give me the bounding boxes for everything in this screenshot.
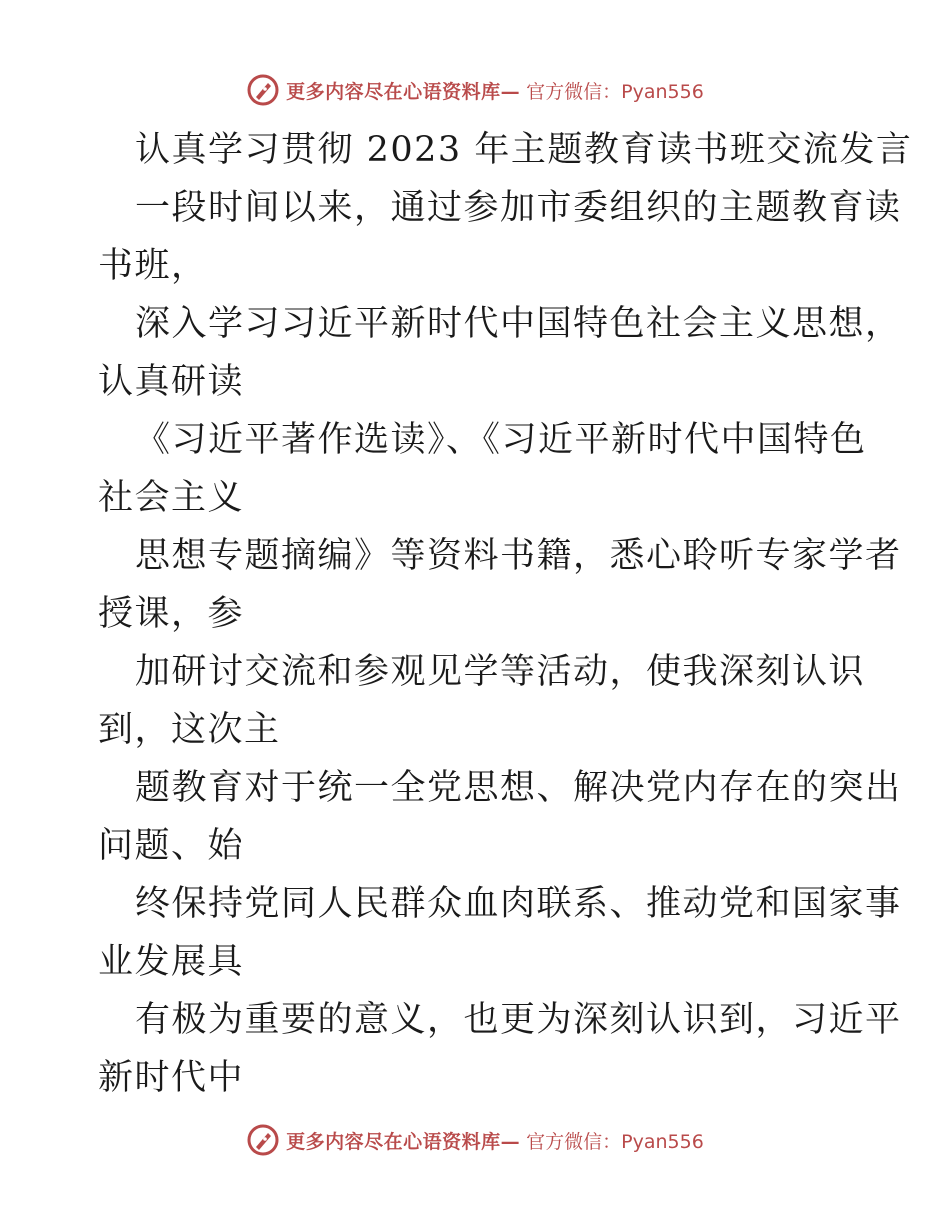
footer-watermark-wechat: 官方微信：Pyan556 xyxy=(526,1130,704,1153)
paragraph-line: 社会主义 xyxy=(98,478,245,518)
paragraph-line: 业发展具 xyxy=(98,942,245,982)
paragraph-line: 新时代中 xyxy=(98,1058,245,1098)
paragraph-line: 思想专题摘编》等资料书籍，悉心聆听专家学者 xyxy=(135,536,902,576)
paragraph-line: 到，这次主 xyxy=(98,710,281,750)
header-watermark-wechat: 官方微信：Pyan556 xyxy=(526,80,704,103)
paragraph-line: 深入学习习近平新时代中国特色社会主义思想， xyxy=(135,304,902,344)
document-title: 认真学习贯彻 2023 年主题教育读书班交流发言 xyxy=(135,130,913,170)
paragraph-line: 一段时间以来，通过参加市委组织的主题教育读 xyxy=(135,188,902,228)
paragraph-line: 认真研读 xyxy=(98,362,245,402)
paragraph-line: 加研讨交流和参观见学等活动，使我深刻认识 xyxy=(135,652,866,692)
paragraph-line: 《习近平著作选读》、《习近平新时代中国特色 xyxy=(135,420,867,460)
footer-watermark-text: 更多内容尽在心语资料库— xyxy=(286,1130,521,1153)
pen-nib-logo-icon xyxy=(246,1123,280,1157)
footer-watermark-banner xyxy=(0,1120,950,1160)
header-watermark-text: 更多内容尽在心语资料库— xyxy=(286,80,521,103)
paragraph-line: 终保持党同人民群众血肉联系、推动党和国家事 xyxy=(135,884,902,924)
document-body xyxy=(98,121,913,1107)
paragraph-line: 问题、始 xyxy=(98,826,245,866)
header-watermark-banner xyxy=(0,70,950,110)
paragraph-line: 授课，参 xyxy=(98,594,245,634)
paragraph-line: 题教育对于统一全党思想、解决党内存在的突出 xyxy=(135,768,902,808)
pen-nib-logo-icon xyxy=(246,73,280,107)
paragraph-line: 书班， xyxy=(98,246,208,286)
paragraph-line: 有极为重要的意义，也更为深刻认识到，习近平 xyxy=(135,1000,902,1040)
